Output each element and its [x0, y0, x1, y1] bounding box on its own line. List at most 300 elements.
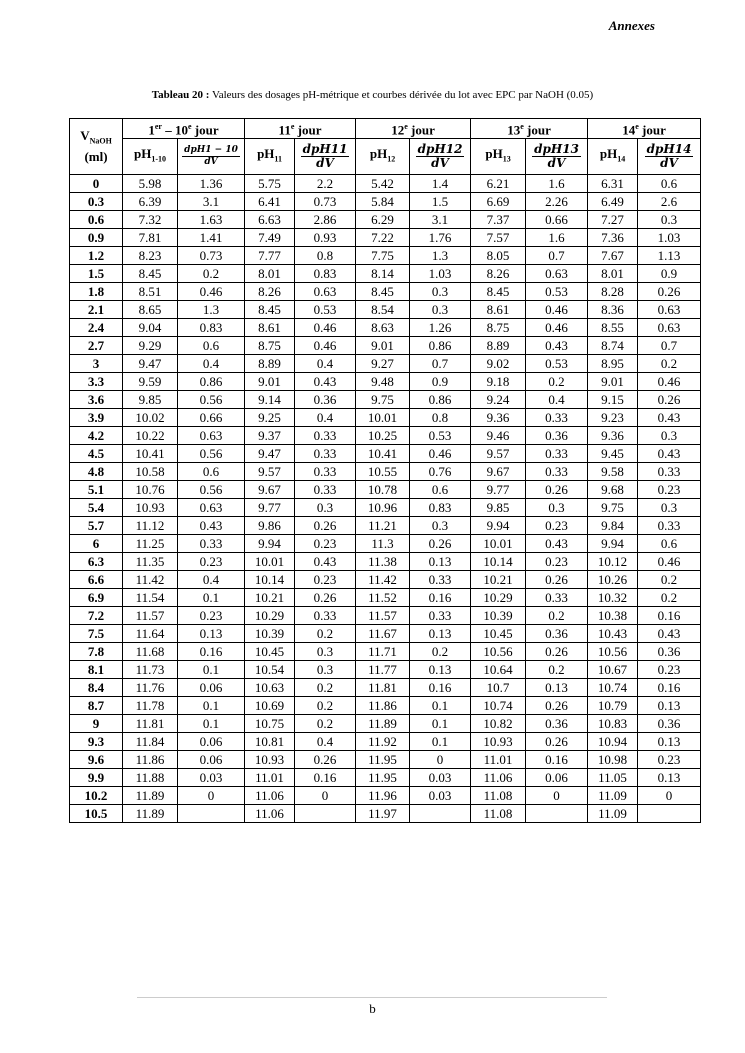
volume-cell: 6.3: [70, 553, 123, 571]
page-header: Annexes: [608, 18, 655, 33]
ph-cell: 10.82: [471, 715, 526, 733]
ph-cell: 11.76: [123, 679, 178, 697]
derivative-cell: 0.46: [638, 373, 701, 391]
ph-cell: 5.75: [245, 175, 295, 193]
derivative-cell: 0.26: [638, 391, 701, 409]
ph-cell: 11.3: [356, 535, 410, 553]
ph-cell: 9.47: [123, 355, 178, 373]
ph-cell: 5.98: [123, 175, 178, 193]
ph-cell: 11.08: [471, 805, 526, 823]
ph-cell: 10.39: [245, 625, 295, 643]
table-row: [70, 607, 701, 625]
derivative-cell: 0.33: [178, 535, 245, 553]
derivative-cell: 0.13: [410, 661, 471, 679]
ph-cell: 11.52: [356, 589, 410, 607]
ph-cell: 9.59: [123, 373, 178, 391]
ph-cell: 8.01: [245, 265, 295, 283]
derivative-cell: 1.03: [410, 265, 471, 283]
derivative-cell: 0.3: [295, 661, 356, 679]
page-number: b: [369, 1001, 376, 1016]
ph-cell: 10.12: [588, 553, 638, 571]
ph-cell: 10.83: [588, 715, 638, 733]
ph-cell: 10.56: [588, 643, 638, 661]
ph-column-header: $pH_{12}$: [356, 139, 410, 175]
derivative-cell: 0.83: [410, 499, 471, 517]
ph-cell: 11.81: [123, 715, 178, 733]
ph-cell: 9.14: [245, 391, 295, 409]
derivative-cell: 0.53: [526, 283, 588, 301]
volume-cell: 9.9: [70, 769, 123, 787]
derivative-cell: 0.63: [526, 265, 588, 283]
ph-cell: 11.68: [123, 643, 178, 661]
derivative-cell: 1.4: [410, 175, 471, 193]
derivative-cell: 0.16: [295, 769, 356, 787]
derivative-cell: 0.03: [410, 787, 471, 805]
ph-cell: 11.96: [356, 787, 410, 805]
ph-cell: 9.23: [588, 409, 638, 427]
volume-cell: 4.5: [70, 445, 123, 463]
ph-cell: 11.09: [588, 787, 638, 805]
ph-cell: 10.01: [245, 553, 295, 571]
ph-cell: 9.45: [588, 445, 638, 463]
derivative-cell: 0.06: [178, 679, 245, 697]
ph-cell: 10.01: [356, 409, 410, 427]
derivative-cell: 0.26: [295, 751, 356, 769]
table-row: [70, 463, 701, 481]
table-row: [70, 535, 701, 553]
derivative-cell: 0.43: [295, 553, 356, 571]
derivative-cell: 0.4: [178, 355, 245, 373]
derivative-cell: 0.2: [638, 571, 701, 589]
ph-cell: 8.65: [123, 301, 178, 319]
ph-cell: 10.14: [471, 553, 526, 571]
derivative-cell: 0.3: [638, 427, 701, 445]
ph-cell: 8.45: [123, 265, 178, 283]
ph-cell: 10.93: [123, 499, 178, 517]
ph-cell: 10.26: [588, 571, 638, 589]
table-row: [70, 517, 701, 535]
derivative-cell: 0.13: [638, 733, 701, 751]
derivative-cell: 0.73: [295, 193, 356, 211]
ph-cell: 11.09: [588, 805, 638, 823]
derivative-cell: 0.4: [526, 391, 588, 409]
derivative-cell: 0.16: [410, 679, 471, 697]
derivative-cell: 0.23: [526, 517, 588, 535]
derivative-cell: 2.2: [295, 175, 356, 193]
derivative-cell: 0.63: [295, 283, 356, 301]
derivative-cell: 0.36: [526, 715, 588, 733]
table-row: [70, 427, 701, 445]
caption-text: Valeurs des dosages pH-métrique et courbes dérivée du lot avec EPC par NaOH (0.05): [209, 89, 594, 101]
derivative-cell: 0.26: [638, 283, 701, 301]
table-caption: [0, 89, 745, 101]
ph-cell: 10.54: [245, 661, 295, 679]
derivative-cell: 0.33: [295, 427, 356, 445]
ph-column-header: $pH_{1-10}$: [123, 139, 178, 175]
table-row: [70, 661, 701, 679]
ph-cell: 8.05: [471, 247, 526, 265]
group-header: 13e jour: [471, 119, 588, 139]
ph-cell: 10.29: [245, 607, 295, 625]
ph-cell: 11.86: [356, 697, 410, 715]
ph-cell: 11.06: [471, 769, 526, 787]
ph-cell: 9.01: [245, 373, 295, 391]
table-row: [70, 175, 701, 193]
volume-cell: 0.3: [70, 193, 123, 211]
volume-cell: 2.7: [70, 337, 123, 355]
ph-cell: 11.89: [356, 715, 410, 733]
ph-cell: 10.96: [356, 499, 410, 517]
table-row: [70, 283, 701, 301]
table-row: [70, 409, 701, 427]
derivative-cell: 1.03: [638, 229, 701, 247]
volume-cell: 9: [70, 715, 123, 733]
ph-cell: 9.01: [356, 337, 410, 355]
derivative-cell: 0.2: [295, 715, 356, 733]
derivative-cell: 0.36: [638, 715, 701, 733]
ph-cell: 8.28: [588, 283, 638, 301]
volume-cell: 0.9: [70, 229, 123, 247]
volume-cell: 6.9: [70, 589, 123, 607]
ph-cell: 11.42: [356, 571, 410, 589]
derivative-cell: 0.4: [295, 409, 356, 427]
volume-cell: 7.2: [70, 607, 123, 625]
derivative-cell: 0.2: [410, 643, 471, 661]
table-row: [70, 589, 701, 607]
group-header: 1er – 10e jour: [123, 119, 245, 139]
ph-cell: 11.38: [356, 553, 410, 571]
derivative-cell: 0.2: [295, 625, 356, 643]
derivative-cell: [410, 805, 471, 823]
table-row: [70, 247, 701, 265]
ph-cell: 7.37: [471, 211, 526, 229]
ph-cell: 9.24: [471, 391, 526, 409]
derivative-cell: 0.33: [638, 517, 701, 535]
table-row: [70, 805, 701, 823]
derivative-cell: 0.2: [526, 607, 588, 625]
ph-cell: 11.73: [123, 661, 178, 679]
volume-header: $V_{NaOH}$ (ml): [70, 119, 123, 175]
ph-cell: 10.32: [588, 589, 638, 607]
ph-cell: 6.63: [245, 211, 295, 229]
ph-cell: 7.67: [588, 247, 638, 265]
derivative-cell: 1.26: [410, 319, 471, 337]
ph-cell: 11.95: [356, 769, 410, 787]
derivative-cell: 0.86: [178, 373, 245, 391]
ph-cell: 9.57: [471, 445, 526, 463]
ph-cell: 7.81: [123, 229, 178, 247]
table-row: [70, 499, 701, 517]
ph-cell: 11.86: [123, 751, 178, 769]
derivative-cell: 0.16: [638, 679, 701, 697]
ph-cell: 8.95: [588, 355, 638, 373]
derivative-cell: 0.66: [178, 409, 245, 427]
ph-cell: 9.04: [123, 319, 178, 337]
group-header: 11e jour: [245, 119, 356, 139]
ph-cell: 10.79: [588, 697, 638, 715]
ph-cell: 10.63: [245, 679, 295, 697]
volume-cell: 2.1: [70, 301, 123, 319]
ph-cell: 9.86: [245, 517, 295, 535]
table-row: [70, 319, 701, 337]
derivative-cell: 1.76: [410, 229, 471, 247]
ph-cell: 11.05: [588, 769, 638, 787]
volume-cell: 9.3: [70, 733, 123, 751]
ph-cell: 7.57: [471, 229, 526, 247]
ph-cell: 10.74: [588, 679, 638, 697]
ph-cell: 6.29: [356, 211, 410, 229]
derivative-cell: 0.13: [410, 553, 471, 571]
ph-cell: 10.56: [471, 643, 526, 661]
derivative-cell: 0.7: [526, 247, 588, 265]
derivative-cell: 0.8: [410, 409, 471, 427]
derivative-cell: 0.33: [295, 463, 356, 481]
derivative-cell: 0.3: [526, 499, 588, 517]
ph-cell: 10.75: [245, 715, 295, 733]
ph-cell: 10.76: [123, 481, 178, 499]
ph-cell: 9.75: [356, 391, 410, 409]
ph-cell: 10.69: [245, 697, 295, 715]
derivative-cell: 0.43: [295, 373, 356, 391]
ph-cell: 11.78: [123, 697, 178, 715]
derivative-cell: 0.13: [526, 679, 588, 697]
volume-cell: 8.7: [70, 697, 123, 715]
derivative-cell: 0.43: [526, 535, 588, 553]
ph-cell: 5.84: [356, 193, 410, 211]
derivative-cell: 0.03: [178, 769, 245, 787]
derivative-cell: 0.23: [638, 661, 701, 679]
table-row: [70, 715, 701, 733]
group-header: 12e jour: [356, 119, 471, 139]
derivative-cell: 0.53: [410, 427, 471, 445]
volume-cell: 3.6: [70, 391, 123, 409]
ph-cell: 10.01: [471, 535, 526, 553]
volume-cell: 6: [70, 535, 123, 553]
ph-cell: 7.22: [356, 229, 410, 247]
derivative-cell: 2.6: [638, 193, 701, 211]
derivative-cell: 0.46: [526, 319, 588, 337]
derivative-cell: 0.6: [178, 463, 245, 481]
ph-cell: 8.36: [588, 301, 638, 319]
volume-cell: 8.1: [70, 661, 123, 679]
derivative-cell: 0.93: [295, 229, 356, 247]
derivative-cell: 0.33: [410, 571, 471, 589]
derivative-cell: 0.3: [295, 499, 356, 517]
ph-cell: 10.43: [588, 625, 638, 643]
derivative-cell: 0.46: [295, 337, 356, 355]
table-row: [70, 265, 701, 283]
ph-cell: 9.01: [588, 373, 638, 391]
ph-cell: 9.67: [471, 463, 526, 481]
table-row: [70, 787, 701, 805]
derivative-cell: 0.03: [410, 769, 471, 787]
derivative-cell: 0.2: [526, 373, 588, 391]
derivative-cell: 0.23: [178, 607, 245, 625]
ph-cell: 8.26: [245, 283, 295, 301]
derivative-cell: 1.3: [410, 247, 471, 265]
ph-cell: 11.89: [123, 787, 178, 805]
derivative-cell: 0.26: [526, 643, 588, 661]
ph-cell: 11.77: [356, 661, 410, 679]
ph-cell: 11.88: [123, 769, 178, 787]
volume-cell: 3.3: [70, 373, 123, 391]
ph-column-header: $pH_{14}$: [588, 139, 638, 175]
ph-cell: 11.67: [356, 625, 410, 643]
derivative-cell: 0.73: [178, 247, 245, 265]
ph-cell: 8.89: [471, 337, 526, 355]
derivative-cell: 0: [410, 751, 471, 769]
ph-cell: 11.42: [123, 571, 178, 589]
ph-cell: 8.75: [471, 319, 526, 337]
ph-cell: 9.77: [471, 481, 526, 499]
derivative-cell: 0.26: [295, 517, 356, 535]
ph-cell: 11.64: [123, 625, 178, 643]
derivative-cell: 0.2: [295, 679, 356, 697]
derivative-cell: 0.26: [295, 589, 356, 607]
derivative-cell: 0.43: [638, 409, 701, 427]
derivative-cell: 0.2: [178, 265, 245, 283]
ph-cell: 9.36: [471, 409, 526, 427]
ph-cell: 5.42: [356, 175, 410, 193]
derivative-cell: 0.56: [178, 445, 245, 463]
table-row: [70, 769, 701, 787]
derivative-cell: 0.33: [526, 589, 588, 607]
ph-cell: 10.25: [356, 427, 410, 445]
ph-cell: 7.32: [123, 211, 178, 229]
derivative-cell: 0.13: [638, 697, 701, 715]
ph-cell: 8.23: [123, 247, 178, 265]
volume-cell: 1.2: [70, 247, 123, 265]
ph-cell: 11.06: [245, 805, 295, 823]
derivative-cell: 3.1: [410, 211, 471, 229]
ph-cell: 11.25: [123, 535, 178, 553]
derivative-cell: 0.1: [178, 661, 245, 679]
derivative-cell: 0.16: [638, 607, 701, 625]
ph-cell: 11.06: [245, 787, 295, 805]
derivative-cell: 0.53: [526, 355, 588, 373]
derivative-cell: 0.16: [178, 643, 245, 661]
derivative-cell: 0.43: [638, 625, 701, 643]
ph-cell: 9.94: [471, 517, 526, 535]
ph-cell: 8.54: [356, 301, 410, 319]
derivative-cell: 0.66: [526, 211, 588, 229]
table-row: [70, 481, 701, 499]
table-row: [70, 751, 701, 769]
footer-divider: [137, 997, 607, 998]
derivative-cell: 0.26: [526, 571, 588, 589]
derivative-cell: 0.3: [295, 643, 356, 661]
ph-cell: 9.25: [245, 409, 295, 427]
ph-cell: 9.67: [245, 481, 295, 499]
ph-cell: 10.93: [471, 733, 526, 751]
derivative-cell: 1.13: [638, 247, 701, 265]
volume-cell: 0.6: [70, 211, 123, 229]
derivative-cell: 0.26: [526, 481, 588, 499]
derivative-cell: 0.43: [638, 445, 701, 463]
volume-cell: 8.4: [70, 679, 123, 697]
volume-cell: 6.6: [70, 571, 123, 589]
derivative-cell: 0.6: [410, 481, 471, 499]
derivative-cell: 1.5: [410, 193, 471, 211]
ph-cell: 10.41: [356, 445, 410, 463]
ph-cell: 11.01: [471, 751, 526, 769]
derivative-cell: 0.9: [638, 265, 701, 283]
group-header-row: [70, 119, 701, 139]
table-row: [70, 733, 701, 751]
table-row: [70, 391, 701, 409]
derivative-column-header: $\frac{\text{dpH13}}{dV}$: [526, 139, 588, 175]
derivative-cell: 0.23: [638, 751, 701, 769]
derivative-cell: 0.63: [178, 427, 245, 445]
derivative-cell: 0.33: [295, 607, 356, 625]
derivative-cell: 2.26: [526, 193, 588, 211]
derivative-cell: 0.33: [526, 445, 588, 463]
derivative-cell: 0.33: [526, 463, 588, 481]
derivative-cell: 0.46: [410, 445, 471, 463]
ph-cell: 10.64: [471, 661, 526, 679]
table-row: [70, 643, 701, 661]
ph-cell: 7.27: [588, 211, 638, 229]
ph-cell: 10.02: [123, 409, 178, 427]
derivative-cell: 0.4: [295, 733, 356, 751]
ph-cell: 6.39: [123, 193, 178, 211]
derivative-cell: 0.43: [178, 517, 245, 535]
ph-cell: 11.95: [356, 751, 410, 769]
ph-cell: 9.18: [471, 373, 526, 391]
ph-cell: 10.45: [471, 625, 526, 643]
ph-cell: 7.49: [245, 229, 295, 247]
ph-cell: 8.26: [471, 265, 526, 283]
ph-cell: 10.7: [471, 679, 526, 697]
derivative-cell: 0.6: [638, 535, 701, 553]
derivative-cell: 0.36: [638, 643, 701, 661]
derivative-cell: 0.1: [410, 733, 471, 751]
derivative-cell: 0.83: [295, 265, 356, 283]
derivative-cell: 0.23: [638, 481, 701, 499]
ph-cell: 8.45: [245, 301, 295, 319]
volume-cell: 4.2: [70, 427, 123, 445]
ph-cell: 9.27: [356, 355, 410, 373]
derivative-cell: 0.13: [410, 625, 471, 643]
ph-cell: 9.68: [588, 481, 638, 499]
table-row: [70, 193, 701, 211]
ph-cell: 10.22: [123, 427, 178, 445]
derivative-cell: 0.1: [410, 715, 471, 733]
derivative-cell: 0.13: [178, 625, 245, 643]
derivative-cell: 0.2: [638, 355, 701, 373]
derivative-cell: 0.3: [638, 499, 701, 517]
ph-cell: 10.21: [471, 571, 526, 589]
ph-cell: 10.45: [245, 643, 295, 661]
ph-cell: 10.93: [245, 751, 295, 769]
derivative-cell: 0.43: [526, 337, 588, 355]
derivative-cell: 0.46: [526, 301, 588, 319]
derivative-cell: 0: [638, 787, 701, 805]
derivative-cell: 0.36: [526, 427, 588, 445]
derivative-cell: 0.63: [638, 301, 701, 319]
ph-cell: 10.39: [471, 607, 526, 625]
ph-cell: 8.61: [471, 301, 526, 319]
ph-cell: 6.41: [245, 193, 295, 211]
ph-cell: 11.81: [356, 679, 410, 697]
derivative-cell: 0.4: [178, 571, 245, 589]
ph-cell: 8.55: [588, 319, 638, 337]
derivative-cell: 0.2: [638, 589, 701, 607]
ph-cell: 11.54: [123, 589, 178, 607]
derivative-cell: 0.8: [295, 247, 356, 265]
derivative-cell: 0.33: [295, 445, 356, 463]
volume-cell: 5.7: [70, 517, 123, 535]
